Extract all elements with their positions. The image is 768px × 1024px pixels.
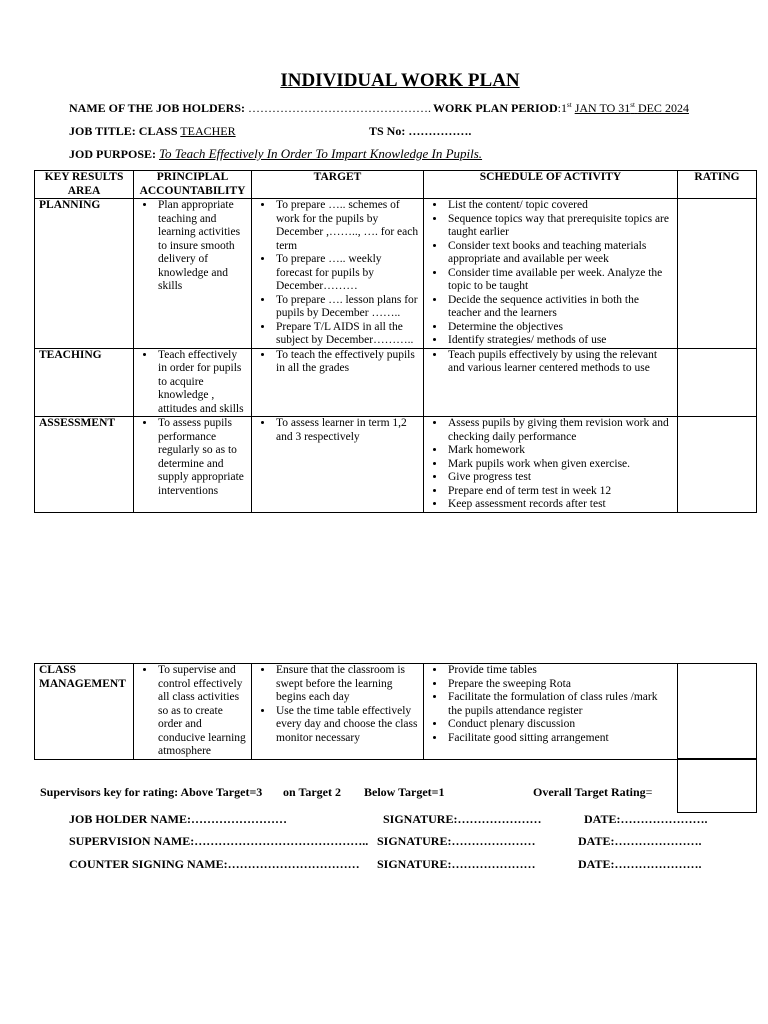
list-item: • Determine the objectives xyxy=(446,321,673,335)
list-item: • Consider time available per week. Analyze the topic to be taught xyxy=(446,267,673,294)
period-sup1: st xyxy=(567,101,572,109)
table-row xyxy=(35,199,757,349)
job-holders-dots: ………………………………………. xyxy=(248,101,432,115)
work-plan-table xyxy=(34,170,757,513)
counter-signing-signature: SIGNATURE:………………… xyxy=(377,857,536,871)
period-text xyxy=(575,101,689,115)
list-item: • Assess pupils by giving them revision work and checking daily performance xyxy=(446,417,673,444)
overall-target-rating xyxy=(533,785,652,800)
job-holders-line xyxy=(69,101,431,116)
counter-signing-name: COUNTER SIGNING NAME:…………………………… xyxy=(69,857,360,871)
header-rating: RATING xyxy=(678,171,757,199)
period-end: DEC 2024 xyxy=(637,101,689,115)
supervision-date: DATE:…………………. xyxy=(578,834,702,848)
rating-key-below: Below Target=1 xyxy=(364,785,445,799)
purpose-label: JOD PURPOSE: xyxy=(69,147,156,161)
list-item: • Teach effectively in order for pupils to acquire knowledge , attitudes and skills xyxy=(156,349,247,417)
list-item: • Ensure that the classroom is swept before the learning begins each day xyxy=(274,664,419,705)
list-item: • Facilitate good sitting arrangement xyxy=(446,732,673,746)
table-row xyxy=(35,348,757,417)
class-management-table xyxy=(34,663,757,760)
list-item: • Prepare the sweeping Rota xyxy=(446,678,673,692)
accountability-cell xyxy=(134,199,252,349)
list-item: • Prepare T/L AIDS in all the subject by December……….. xyxy=(274,321,419,348)
job-title-line xyxy=(69,124,236,139)
list-item: • To assess learner in term 1,2 and 3 respectively xyxy=(274,417,419,444)
rating-key-label: Supervisors key for rating: Above Target=3 xyxy=(40,785,263,799)
table-header-row xyxy=(35,171,757,199)
list-item: • Teach pupils effectively by using the relevant and various learner centered methods to use xyxy=(446,349,673,376)
document-title: INDIVIDUAL WORK PLAN xyxy=(280,70,520,91)
period-colon: :1 xyxy=(557,101,568,115)
list-item: • To teach the effectively pupils in all the grades xyxy=(274,349,419,376)
list-item: • To prepare ….. schemes of work for the pupils by December ,…….., …. for each term xyxy=(274,199,419,253)
schedule-cell xyxy=(424,417,678,513)
list-item: • Conduct plenary discussion xyxy=(446,718,673,732)
period-sup2: st xyxy=(630,101,635,109)
schedule-cell xyxy=(424,199,678,349)
purpose-value: To Teach Effectively In Order To Impart Knowledge In Pupils. xyxy=(159,146,483,161)
counter-signing-date: DATE:…………………. xyxy=(578,857,702,871)
ts-number: TS No: ……………. xyxy=(369,124,472,138)
list-item: • Identify strategies/ methods of use xyxy=(446,334,673,348)
list-item: • To supervise and control effectively all class activities so as to create order and conducive learning atmosphere xyxy=(156,664,247,759)
header-key-results: KEY RESULTS AREA xyxy=(35,171,134,199)
overall-eq: = xyxy=(645,785,653,799)
header-target: TARGET xyxy=(252,171,424,199)
list-item: • Sequence topics way that prerequisite topics are taught earlier xyxy=(446,213,673,240)
job-holders-label: NAME OF THE JOB HOLDERS: xyxy=(69,101,246,115)
header-schedule: SCHEDULE OF ACTIVITY xyxy=(424,171,678,199)
accountability-cell xyxy=(134,348,252,417)
list-item: • List the content/ topic covered xyxy=(446,199,673,213)
work-plan-period xyxy=(433,101,689,116)
period-label: WORK PLAN PERIOD xyxy=(433,101,558,115)
schedule-cell xyxy=(424,664,678,760)
target-cell xyxy=(252,348,424,417)
list-item: • Give progress test xyxy=(446,471,673,485)
list-item: • Mark pupils work when given exercise. xyxy=(446,458,673,472)
list-item: • Keep assessment records after test xyxy=(446,498,673,512)
list-item: • Plan appropriate teaching and learning activities to insure smooth delivery of knowledge and skills xyxy=(156,199,247,294)
supervision-signature: SIGNATURE:………………… xyxy=(377,834,536,848)
overall-rating-box[interactable] xyxy=(677,758,757,813)
job-title-label: JOB TITLE: CLASS xyxy=(69,124,178,138)
period-start: JAN TO 31 xyxy=(574,101,631,115)
overall-label: Overall Target Rating xyxy=(533,785,646,799)
accountability-cell xyxy=(134,664,252,760)
list-item: • Facilitate the formulation of class rules /mark the pupils attendance register xyxy=(446,691,673,718)
table-row xyxy=(35,417,757,513)
table-row xyxy=(35,664,757,760)
area-assessment: ASSESSMENT xyxy=(35,417,134,513)
list-item: • Mark homework xyxy=(446,444,673,458)
rating-cell[interactable] xyxy=(678,348,757,417)
job-purpose-line xyxy=(69,146,482,162)
list-item: • To assess pupils performance regularly so as to determine and supply appropriate interventions xyxy=(156,417,247,498)
list-item: • Consider text books and teaching materials appropriate and available per week xyxy=(446,240,673,267)
target-cell xyxy=(252,417,424,513)
accountability-cell xyxy=(134,417,252,513)
list-item: • Decide the sequence activities in both the teacher and the learners xyxy=(446,294,673,321)
rating-key-on-target: on Target 2 xyxy=(283,785,342,799)
area-teaching: TEACHING xyxy=(35,348,134,417)
area-class-management: CLASS MANAGEMENT xyxy=(35,664,134,760)
list-item: • Prepare end of term test in week 12 xyxy=(446,485,673,499)
target-cell xyxy=(252,199,424,349)
schedule-cell xyxy=(424,348,678,417)
header-accountability: PRINCIPLAL ACCOUNTABILITY xyxy=(134,171,252,199)
list-item: • To prepare …. lesson plans for pupils by December …….. xyxy=(274,294,419,321)
rating-cell[interactable] xyxy=(678,199,757,349)
list-item: • To prepare ….. weekly forecast for pupils by December……… xyxy=(274,253,419,294)
list-item: • Use the time table effectively every day and choose the class monitor necessary xyxy=(274,705,419,746)
job-holder-date: DATE:…………………. xyxy=(584,812,708,826)
rating-cell[interactable] xyxy=(678,664,757,760)
target-cell xyxy=(252,664,424,760)
list-item: • Provide time tables xyxy=(446,664,673,678)
job-title-value: TEACHER xyxy=(180,124,236,138)
area-planning: PLANNING xyxy=(35,199,134,349)
job-holder-name: JOB HOLDER NAME:…………………… xyxy=(69,812,288,826)
job-holder-signature: SIGNATURE:………………… xyxy=(383,812,542,826)
supervision-name: SUPERVISION NAME:…………………………………….. xyxy=(69,834,369,848)
rating-cell[interactable] xyxy=(678,417,757,513)
